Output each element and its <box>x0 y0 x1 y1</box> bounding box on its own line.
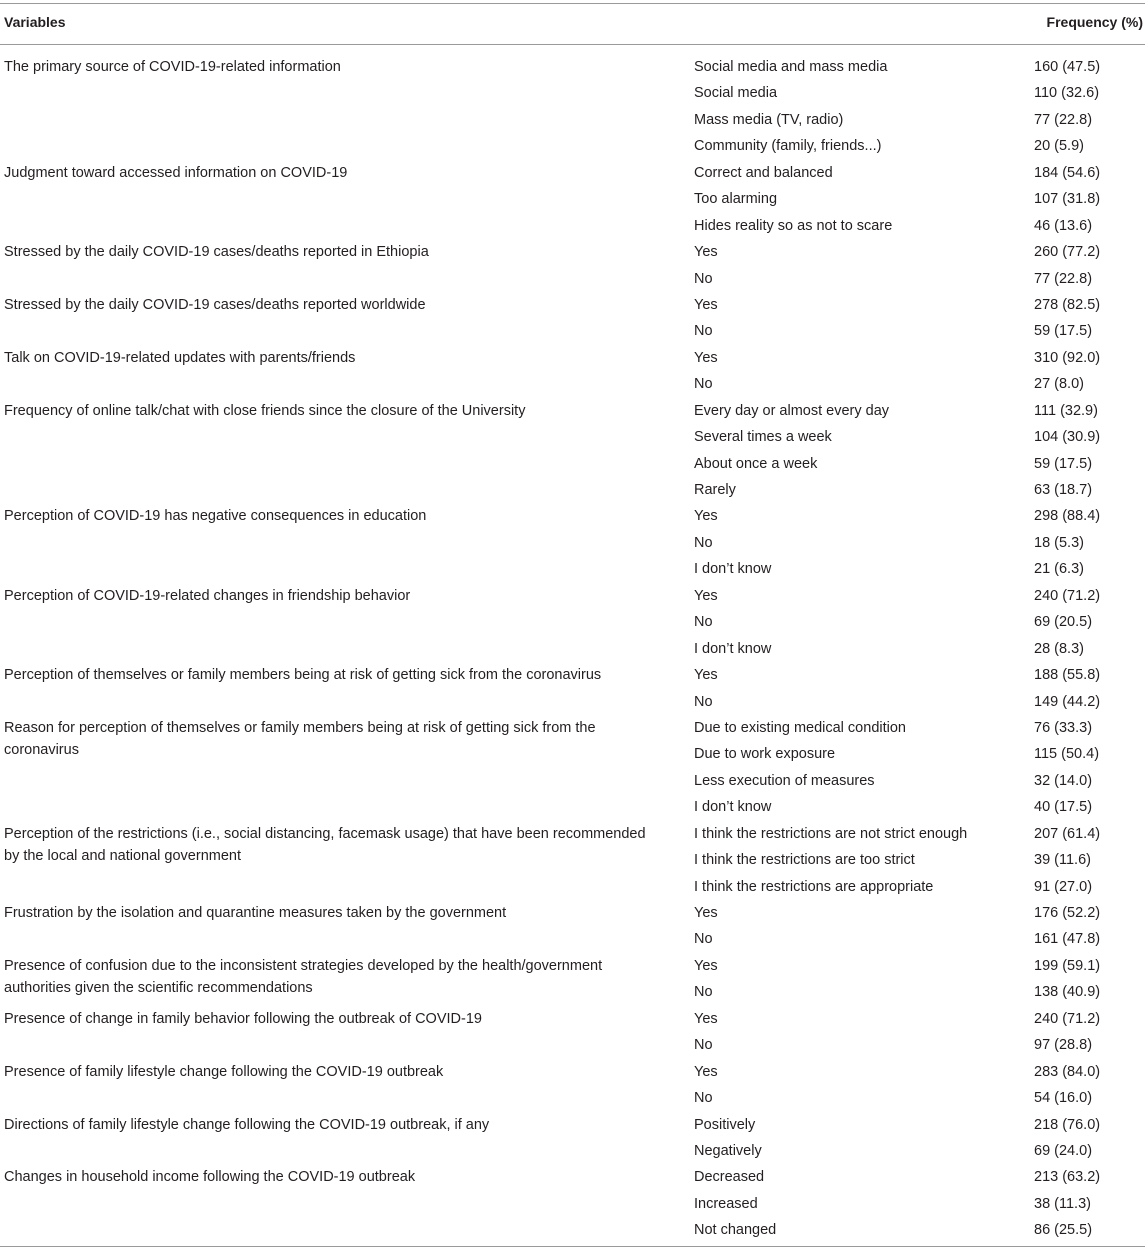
table-body <box>0 56 1145 1246</box>
option-row <box>690 532 1145 558</box>
frequency-value: 86 (25.5) <box>1034 1222 1093 1239</box>
response-options <box>690 505 1145 584</box>
option-row <box>690 902 1145 928</box>
variable-cell: The primary source of COVID-19-related information <box>4 59 341 75</box>
response-options <box>690 1114 1145 1167</box>
table-row <box>0 1008 1145 1061</box>
variable-cell: Perception of themselves or family members being at risk of getting sick from the coronavirus <box>4 667 602 684</box>
option-row <box>690 479 1145 505</box>
frequency-value: 69 (24.0) <box>1034 1142 1093 1159</box>
option-label: No <box>694 693 713 710</box>
header-frequency: Frequency (%) <box>1046 14 1143 30</box>
option-row <box>690 823 1145 849</box>
response-options <box>690 56 1145 162</box>
option-label: Not changed <box>694 1222 777 1239</box>
frequency-value: 21 (6.3) <box>1034 561 1084 578</box>
response-options <box>690 241 1145 294</box>
frequency-value: 199 (59.1) <box>1034 957 1101 974</box>
option-row <box>690 770 1145 796</box>
option-row <box>690 109 1145 135</box>
option-row <box>690 1140 1145 1166</box>
frequency-value: 240 (71.2) <box>1034 1010 1101 1027</box>
frequency-value: 110 (32.6) <box>1034 85 1100 102</box>
option-row <box>690 56 1145 82</box>
option-label: Decreased <box>694 1169 765 1186</box>
frequency-value: 77 (22.8) <box>1034 111 1093 128</box>
option-row <box>690 215 1145 241</box>
option-label: Yes <box>694 905 718 921</box>
table-row <box>0 505 1145 584</box>
variable-cell: Presence of family lifestyle change following the COVID-19 outbreak <box>4 1063 444 1080</box>
option-label: Due to existing medical condition <box>694 719 906 736</box>
option-row <box>690 796 1145 822</box>
frequency-value: 240 (71.2) <box>1034 587 1101 604</box>
frequency-value: 97 (28.8) <box>1034 1037 1093 1054</box>
option-label: Yes <box>694 667 718 684</box>
variable-cell: Presence of confusion due to the inconsistent strategies developed by the health/government authorities given the scientific recommendations <box>4 957 603 996</box>
response-options <box>690 955 1145 1008</box>
table-row <box>0 902 1145 955</box>
option-row <box>690 743 1145 769</box>
option-row <box>690 453 1145 479</box>
frequency-value: 184 (54.6) <box>1034 164 1101 181</box>
option-label: No <box>694 614 713 631</box>
option-label: Yes <box>694 244 718 261</box>
table-row <box>0 664 1145 717</box>
frequency-value: 138 (40.9) <box>1034 984 1101 1001</box>
option-label: No <box>694 1090 713 1107</box>
frequency-value: 283 (84.0) <box>1034 1063 1101 1080</box>
frequency-value: 59 (17.5) <box>1034 323 1093 340</box>
option-row <box>690 717 1145 743</box>
option-label: Rarely <box>694 482 736 498</box>
variable-cell: Stressed by the daily COVID-19 cases/deaths reported worldwide <box>4 296 426 313</box>
option-label: I think the restrictions are not strict enough <box>694 825 968 842</box>
frequency-value: 115 (50.4) <box>1034 746 1100 763</box>
option-label: Mass media (TV, radio) <box>694 111 844 128</box>
table-row <box>0 347 1145 400</box>
frequency-value: 46 (13.6) <box>1034 217 1093 234</box>
response-options <box>690 664 1145 717</box>
option-row <box>690 1034 1145 1060</box>
option-label: Positively <box>694 1116 756 1133</box>
option-label: No <box>694 270 713 287</box>
option-row <box>690 691 1145 717</box>
option-row <box>690 1219 1145 1245</box>
option-label: I don’t know <box>694 640 772 657</box>
table-row <box>0 241 1145 294</box>
frequency-value: 218 (76.0) <box>1034 1116 1101 1133</box>
response-options <box>690 347 1145 400</box>
option-label: Yes <box>694 349 718 366</box>
option-label: Yes <box>694 508 718 525</box>
frequency-value: 28 (8.3) <box>1034 640 1084 657</box>
frequency-value: 149 (44.2) <box>1034 693 1101 710</box>
response-options <box>690 823 1145 902</box>
table-row <box>0 294 1145 347</box>
frequency-value: 69 (20.5) <box>1034 614 1093 631</box>
option-label: I don’t know <box>694 561 772 578</box>
variable-cell: Changes in household income following the COVID-19 outbreak <box>4 1169 416 1186</box>
table-row <box>0 1166 1145 1245</box>
option-row <box>690 82 1145 108</box>
option-label: Less execution of measures <box>694 772 875 789</box>
option-row <box>690 928 1145 954</box>
response-options <box>690 1061 1145 1114</box>
table-row <box>0 955 1145 1008</box>
variable-cell: Judgment toward accessed information on COVID-19 <box>4 164 348 181</box>
option-row <box>690 664 1145 690</box>
option-label: No <box>694 376 713 393</box>
option-label: Every day or almost every day <box>694 402 890 419</box>
option-label: No <box>694 1037 713 1054</box>
header-variables: Variables <box>4 14 66 30</box>
response-options <box>690 585 1145 664</box>
variable-cell: Frequency of online talk/chat with close friends since the closure of the University <box>4 402 526 419</box>
frequency-value: 20 (5.9) <box>1034 138 1084 155</box>
response-options <box>690 902 1145 955</box>
table-row <box>0 162 1145 241</box>
option-row <box>690 849 1145 875</box>
option-row <box>690 611 1145 637</box>
frequency-value: 278 (82.5) <box>1034 296 1101 313</box>
option-label: Due to work exposure <box>694 746 836 763</box>
frequency-value: 76 (33.3) <box>1034 719 1093 736</box>
option-row <box>690 400 1145 426</box>
response-options <box>690 1166 1145 1245</box>
option-row <box>690 135 1145 161</box>
frequency-value: 207 (61.4) <box>1034 825 1101 842</box>
option-row <box>690 1008 1145 1034</box>
option-label: Negatively <box>694 1142 762 1159</box>
option-label: Yes <box>694 957 718 974</box>
table-row <box>0 717 1145 823</box>
option-label: No <box>694 323 713 340</box>
frequency-value: 310 (92.0) <box>1034 349 1101 366</box>
variable-cell: Stressed by the daily COVID-19 cases/deaths reported in Ethiopia <box>4 244 429 261</box>
option-label: I think the restrictions are too strict <box>694 852 915 869</box>
frequency-value: 298 (88.4) <box>1034 508 1101 525</box>
response-options <box>690 294 1145 347</box>
frequency-value: 59 (17.5) <box>1034 455 1093 472</box>
frequency-value: 39 (11.6) <box>1034 852 1091 869</box>
option-label: Yes <box>694 1010 718 1027</box>
table-row <box>0 823 1145 902</box>
option-label: Correct and balanced <box>694 164 833 181</box>
option-label: I think the restrictions are appropriate <box>694 878 934 895</box>
option-row <box>690 268 1145 294</box>
option-row <box>690 1087 1145 1113</box>
frequency-value: 111 (32.9) <box>1034 402 1098 419</box>
frequency-value: 54 (16.0) <box>1034 1090 1093 1107</box>
table-top-rule <box>0 3 1145 4</box>
option-label: Yes <box>694 1063 718 1080</box>
frequency-value: 107 (31.8) <box>1034 191 1101 208</box>
response-options <box>690 717 1145 823</box>
response-options <box>690 1008 1145 1061</box>
option-label: Community (family, friends...) <box>694 138 882 155</box>
frequency-value: 91 (27.0) <box>1034 878 1093 895</box>
option-row <box>690 585 1145 611</box>
header-rule <box>0 44 1145 45</box>
frequency-value: 188 (55.8) <box>1034 667 1101 684</box>
option-row <box>690 1193 1145 1219</box>
option-row <box>690 188 1145 214</box>
option-row <box>690 955 1145 981</box>
option-row <box>690 1061 1145 1087</box>
variable-cell: Presence of change in family behavior following the outbreak of COVID-19 <box>4 1010 482 1027</box>
option-label: About once a week <box>694 455 818 472</box>
frequency-value: 32 (14.0) <box>1034 772 1093 789</box>
frequency-value: 63 (18.7) <box>1034 482 1093 498</box>
option-row <box>690 426 1145 452</box>
response-options <box>690 162 1145 241</box>
frequency-value: 260 (77.2) <box>1034 244 1101 261</box>
option-row <box>690 638 1145 664</box>
option-row <box>690 320 1145 346</box>
frequency-value: 40 (17.5) <box>1034 799 1093 816</box>
option-label: I don’t know <box>694 799 772 816</box>
frequency-value: 104 (30.9) <box>1034 429 1101 446</box>
variable-cell: Frustration by the isolation and quarantine measures taken by the government <box>4 905 507 921</box>
frequency-value: 213 (63.2) <box>1034 1169 1101 1186</box>
variable-cell: Perception of the restrictions (i.e., social distancing, facemask usage) that have been recommended by the local and national government <box>4 825 646 864</box>
frequency-value: 161 (47.8) <box>1034 931 1101 948</box>
option-row <box>690 1114 1145 1140</box>
frequency-value: 18 (5.3) <box>1034 534 1084 551</box>
option-row <box>690 505 1145 531</box>
option-row <box>690 373 1145 399</box>
frequency-value: 77 (22.8) <box>1034 270 1093 287</box>
frequency-value: 38 (11.3) <box>1034 1195 1091 1212</box>
variable-cell: Perception of COVID-19 has negative consequences in education <box>4 508 427 525</box>
option-row <box>690 241 1145 267</box>
frequency-value: 160 (47.5) <box>1034 59 1101 75</box>
table-row <box>0 585 1145 664</box>
option-label: No <box>694 534 713 551</box>
table-row <box>0 1061 1145 1114</box>
variable-cell: Perception of COVID-19-related changes in friendship behavior <box>4 587 411 604</box>
option-label: Hides reality so as not to scare <box>694 217 893 234</box>
option-label: Social media and mass media <box>694 59 888 75</box>
option-row <box>690 558 1145 584</box>
option-label: No <box>694 931 713 948</box>
option-row <box>690 347 1145 373</box>
table-row <box>0 56 1145 162</box>
response-options <box>690 400 1145 506</box>
table-row <box>0 400 1145 506</box>
option-label: Several times a week <box>694 429 832 446</box>
option-label: Yes <box>694 587 718 604</box>
variable-cell: Talk on COVID-19-related updates with parents/friends <box>4 349 356 366</box>
table-bottom-rule <box>0 1246 1145 1247</box>
option-row <box>690 1166 1145 1192</box>
option-row <box>690 876 1145 902</box>
option-row <box>690 981 1145 1007</box>
table-row <box>0 1114 1145 1167</box>
option-label: Social media <box>694 85 778 102</box>
frequency-value: 176 (52.2) <box>1034 905 1101 921</box>
option-row <box>690 162 1145 188</box>
option-label: Yes <box>694 296 718 313</box>
option-row <box>690 294 1145 320</box>
option-label: Increased <box>694 1195 758 1212</box>
variable-cell: Directions of family lifestyle change following the COVID-19 outbreak, if any <box>4 1116 490 1133</box>
variable-cell: Reason for perception of themselves or family members being at risk of getting sick from the coronavirus <box>4 719 596 758</box>
option-label: Too alarming <box>694 191 778 208</box>
frequency-value: 27 (8.0) <box>1034 376 1084 393</box>
option-label: No <box>694 984 713 1001</box>
